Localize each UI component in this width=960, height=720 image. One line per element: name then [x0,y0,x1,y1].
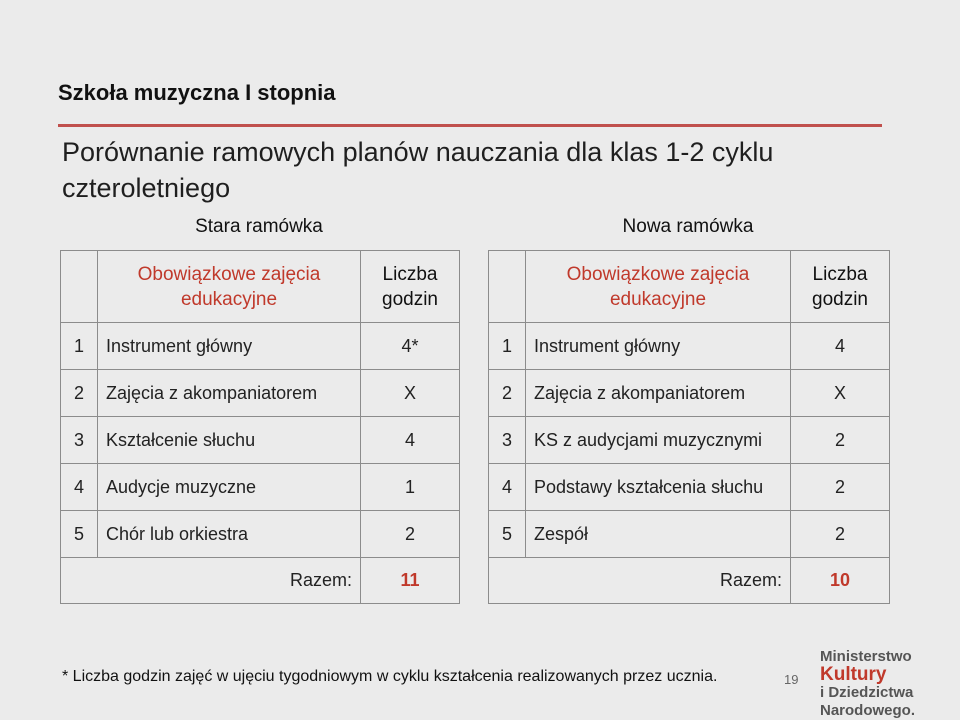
row-hours: 4* [361,323,460,370]
footnote: * Liczba godzin zajęć w ujęciu tygodniowym w cyklu kształcenia realizowanych przez ucznia. [62,668,718,685]
page-title: Porównanie ramowych planów nauczania dla klas 1-2 cyklu czteroletniego [62,137,774,203]
table-header-row [489,251,890,323]
table-row [489,511,890,558]
row-hours: 2 [361,511,460,558]
row-subject: Instrument główny [98,323,361,370]
row-number: 3 [61,417,98,464]
row-hours: 2 [791,464,890,511]
table-row [61,417,460,464]
header-hours-cell [361,251,460,323]
row-subject: Podstawy kształcenia słuchu [526,464,791,511]
header-num-cell [489,251,526,323]
total-row [61,558,460,604]
row-number: 2 [61,370,98,417]
table-row [61,511,460,558]
page-number: 19 [784,672,799,687]
row-subject: Zajęcia z akompaniatorem [98,370,361,417]
table-row [61,464,460,511]
table-row [489,323,890,370]
table-row [61,323,460,370]
header-hours-cell [791,251,890,323]
row-hours: X [791,370,890,417]
column-header-subject: Obowiązkowe zajęcia edukacyjne [137,263,321,310]
column-header-hours: Liczba godzin [812,263,868,310]
row-number: 1 [489,323,526,370]
header-num-cell [61,251,98,323]
row-subject: Zajęcia z akompaniatorem [526,370,791,417]
row-subject: Zespół [526,511,791,558]
row-hours: 4 [791,323,890,370]
logo-line-2: Kultury [820,664,887,685]
row-hours: 2 [791,417,890,464]
row-number: 3 [489,417,526,464]
new-plan-table [488,250,890,604]
logo-line-3: i Dziedzictwa [820,684,914,701]
total-label: Razem: [489,558,791,604]
row-subject: KS z audycjami muzycznymi [526,417,791,464]
column-header-subject: Obowiązkowe zajęcia edukacyjne [566,263,750,310]
row-number: 4 [489,464,526,511]
row-hours: 2 [791,511,890,558]
table-row [61,370,460,417]
row-subject: Chór lub orkiestra [98,511,361,558]
header-subject-cell [526,251,791,323]
section-header: Szkoła muzyczna I stopnia [58,80,336,105]
header-divider [58,124,882,127]
table-row [489,370,890,417]
column-header-hours: Liczba godzin [382,263,438,310]
total-value: 10 [791,558,890,604]
row-hours: 1 [361,464,460,511]
old-table-label: Stara ramówka [195,216,323,237]
table-row [489,417,890,464]
logo-line-4: Narodowego. [820,702,916,719]
old-plan-table [60,250,460,604]
row-number: 2 [489,370,526,417]
row-hours: X [361,370,460,417]
row-subject: Kształcenie słuchu [98,417,361,464]
total-value: 11 [361,558,460,604]
table-row [489,464,890,511]
header-subject-cell [98,251,361,323]
row-subject: Audycje muzyczne [98,464,361,511]
row-number: 1 [61,323,98,370]
row-hours: 4 [361,417,460,464]
row-subject: Instrument główny [526,323,791,370]
logo-line-1: Ministerstwo [820,648,912,665]
row-number: 4 [61,464,98,511]
ministry-logo [820,648,930,720]
total-row [489,558,890,604]
row-number: 5 [61,511,98,558]
new-table-label: Nowa ramówka [622,216,754,237]
row-number: 5 [489,511,526,558]
table-header-row [61,251,460,323]
total-label: Razem: [61,558,361,604]
